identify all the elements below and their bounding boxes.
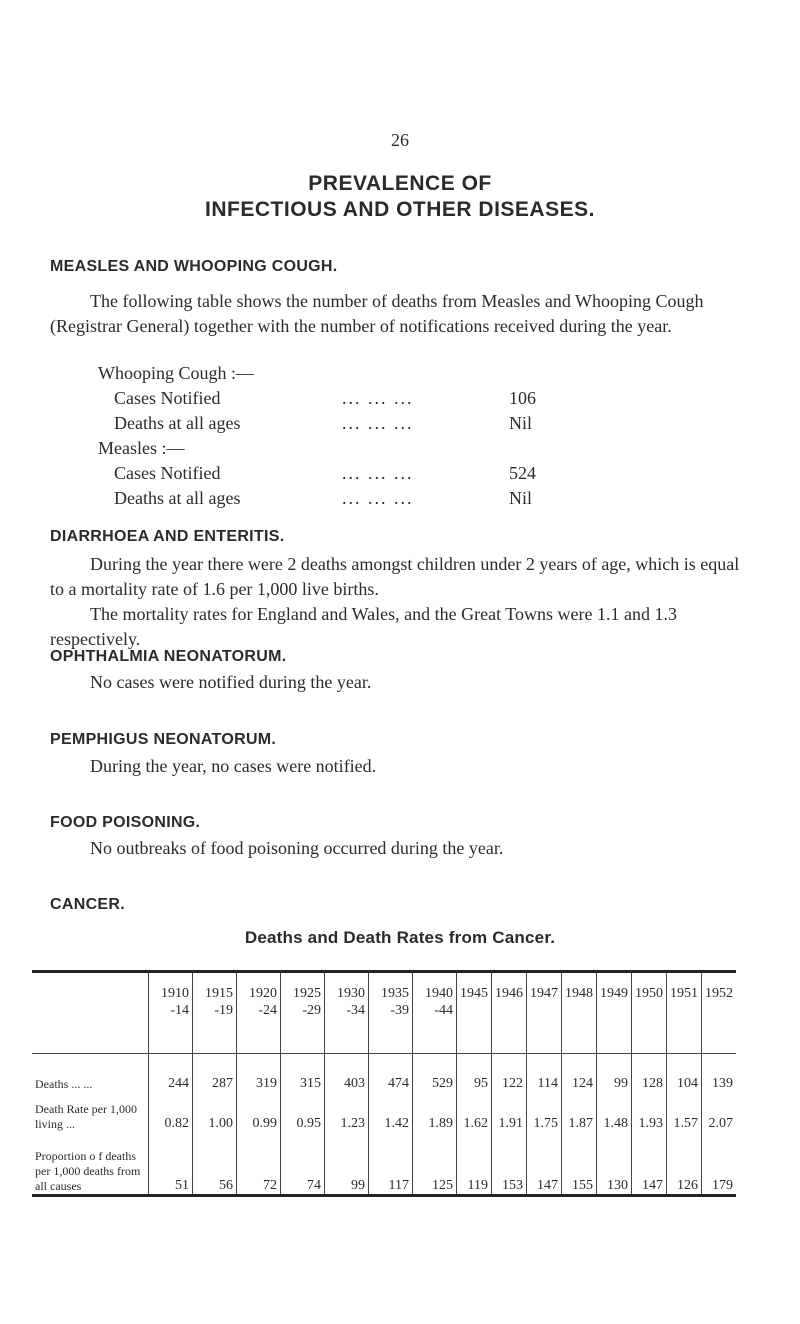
column-header: 1949: [597, 972, 632, 1054]
measles-intro: [50, 289, 750, 339]
table-cell: 0.82: [149, 1092, 193, 1132]
table-cell: 1.57: [667, 1092, 702, 1132]
ophthalmia-text-block: [50, 670, 750, 695]
whooping-deaths-dots: ... ... ...: [342, 413, 414, 433]
table-row-death-rate: [32, 1092, 736, 1132]
row-label: Deaths ... ...: [35, 1076, 93, 1091]
column-header: 1940 -44: [413, 972, 457, 1054]
whooping-cases-value: 106: [509, 388, 536, 408]
table-cell: 95: [457, 1054, 492, 1092]
table-cell: 51: [149, 1132, 193, 1196]
table-cell: 1.48: [597, 1092, 632, 1132]
table-cell: 403: [325, 1054, 369, 1092]
table-row-deaths: [32, 1054, 736, 1092]
table-cell: 529: [413, 1054, 457, 1092]
table-cell: 1.42: [369, 1092, 413, 1132]
table-cell: 1.62: [457, 1092, 492, 1132]
table-cell: 155: [562, 1132, 597, 1196]
table-cell: 56: [193, 1132, 237, 1196]
table-cell: 0.99: [237, 1092, 281, 1132]
table-cell: 126: [667, 1132, 702, 1196]
table-cell: 122: [492, 1054, 527, 1092]
table-cell: 147: [632, 1132, 667, 1196]
table-cell: 147: [527, 1132, 562, 1196]
food-heading: FOOD POISONING.: [50, 814, 201, 831]
column-header: 1947: [527, 972, 562, 1054]
table-cell: 315: [281, 1054, 325, 1092]
table-cell: 130: [597, 1132, 632, 1196]
column-header: 1925 -29: [281, 972, 325, 1054]
measles-cases-label: Cases Notified: [114, 463, 221, 483]
page-title-line1: PREVALENCE OF: [308, 172, 492, 195]
pemphigus-heading: PEMPHIGUS NEONATORUM.: [50, 731, 277, 748]
cancer-table: [32, 970, 736, 1197]
table-cell: 104: [667, 1054, 702, 1092]
whooping-cases-label: Cases Notified: [114, 388, 221, 408]
table-cell: 179: [702, 1132, 737, 1196]
cancer-table-header-row: [32, 972, 736, 1054]
column-header: 1910 -14: [149, 972, 193, 1054]
column-header: 1951: [667, 972, 702, 1054]
table-cell: 128: [632, 1054, 667, 1092]
measles-deaths-dots: ... ... ...: [342, 488, 414, 508]
page-number: 26: [391, 130, 409, 150]
table-cell: 2.07: [702, 1092, 737, 1132]
measles-label: Measles :—: [98, 438, 185, 458]
table-cell: 99: [597, 1054, 632, 1092]
column-header: 1945: [457, 972, 492, 1054]
table-cell: 1.75: [527, 1092, 562, 1132]
cancer-table-title: Deaths and Death Rates from Cancer.: [244, 928, 556, 947]
column-header: 1935 -39: [369, 972, 413, 1054]
table-cell: 1.87: [562, 1092, 597, 1132]
column-header: 1948: [562, 972, 597, 1054]
table-cell: 244: [149, 1054, 193, 1092]
table-cell: 319: [237, 1054, 281, 1092]
whooping-deaths-label: Deaths at all ages: [114, 413, 241, 433]
pemphigus-text: During the year, no cases were notified.: [90, 756, 377, 776]
table-cell: 119: [457, 1132, 492, 1196]
measles-deaths-label: Deaths at all ages: [114, 488, 241, 508]
food-text: No outbreaks of food poisoning occurred during the year.: [90, 838, 504, 858]
column-header: 1946: [492, 972, 527, 1054]
table-row-proportion: [32, 1132, 736, 1196]
page-title-line2: INFECTIOUS AND OTHER DISEASES.: [205, 198, 595, 221]
whooping-label: Whooping Cough :—: [98, 363, 254, 383]
column-header: 1950: [632, 972, 667, 1054]
food-text-block: [50, 836, 750, 861]
table-cell: 474: [369, 1054, 413, 1092]
measles-cases-value: 524: [509, 463, 536, 483]
table-cell: 1.00: [193, 1092, 237, 1132]
diarrhoea-heading: DIARRHOEA AND ENTERITIS.: [50, 528, 285, 545]
table-cell: 1.91: [492, 1092, 527, 1132]
diarrhoea-text: [50, 552, 750, 652]
column-header: 1952: [702, 972, 737, 1054]
cancer-heading: CANCER.: [50, 896, 125, 913]
diarrhoea-paragraph-2: The mortality rates for England and Wales, and the Great Towns were 1.1 and 1.3 respectively.: [50, 604, 677, 649]
column-header: 1930 -34: [325, 972, 369, 1054]
column-header: 1920 -24: [237, 972, 281, 1054]
table-cell: 125: [413, 1132, 457, 1196]
table-cell: 153: [492, 1132, 527, 1196]
table-cell: 0.95: [281, 1092, 325, 1132]
column-header: 1915 -19: [193, 972, 237, 1054]
table-cell: 114: [527, 1054, 562, 1092]
row-label: Death Rate per 1,000 living ...: [35, 1101, 137, 1131]
table-cell: 1.93: [632, 1092, 667, 1132]
table-cell: 139: [702, 1054, 737, 1092]
row-label: Proportion o f deaths per 1,000 deaths from all causes: [35, 1149, 141, 1193]
measles-cases-dots: ... ... ...: [342, 463, 414, 483]
diarrhoea-paragraph-1: During the year there were 2 deaths amongst children under 2 years of age, which is equal to a mortality rate of 1.6 per 1,000 live births.: [50, 554, 740, 599]
table-cell: 1.23: [325, 1092, 369, 1132]
table-cell: 1.89: [413, 1092, 457, 1132]
ophthalmia-text: No cases were notified during the year.: [90, 672, 372, 692]
ophthalmia-heading: OPHTHALMIA NEONATORUM.: [50, 648, 287, 665]
table-cell: 99: [325, 1132, 369, 1196]
measles-deaths-value: Nil: [509, 488, 533, 508]
table-cell: 72: [237, 1132, 281, 1196]
measles-heading: MEASLES AND WHOOPING COUGH.: [50, 258, 338, 275]
table-cell: 287: [193, 1054, 237, 1092]
whooping-cases-dots: ... ... ...: [342, 388, 414, 408]
whooping-deaths-value: Nil: [509, 413, 533, 433]
table-cell: 117: [369, 1132, 413, 1196]
cancer-table-corner: [32, 972, 149, 1054]
pemphigus-text-block: [50, 754, 750, 779]
measles-intro-text: The following table shows the number of deaths from Measles and Whooping Cough (Registrar General) together with the number of notifications received during the year.: [50, 291, 704, 336]
table-cell: 124: [562, 1054, 597, 1092]
table-cell: 74: [281, 1132, 325, 1196]
